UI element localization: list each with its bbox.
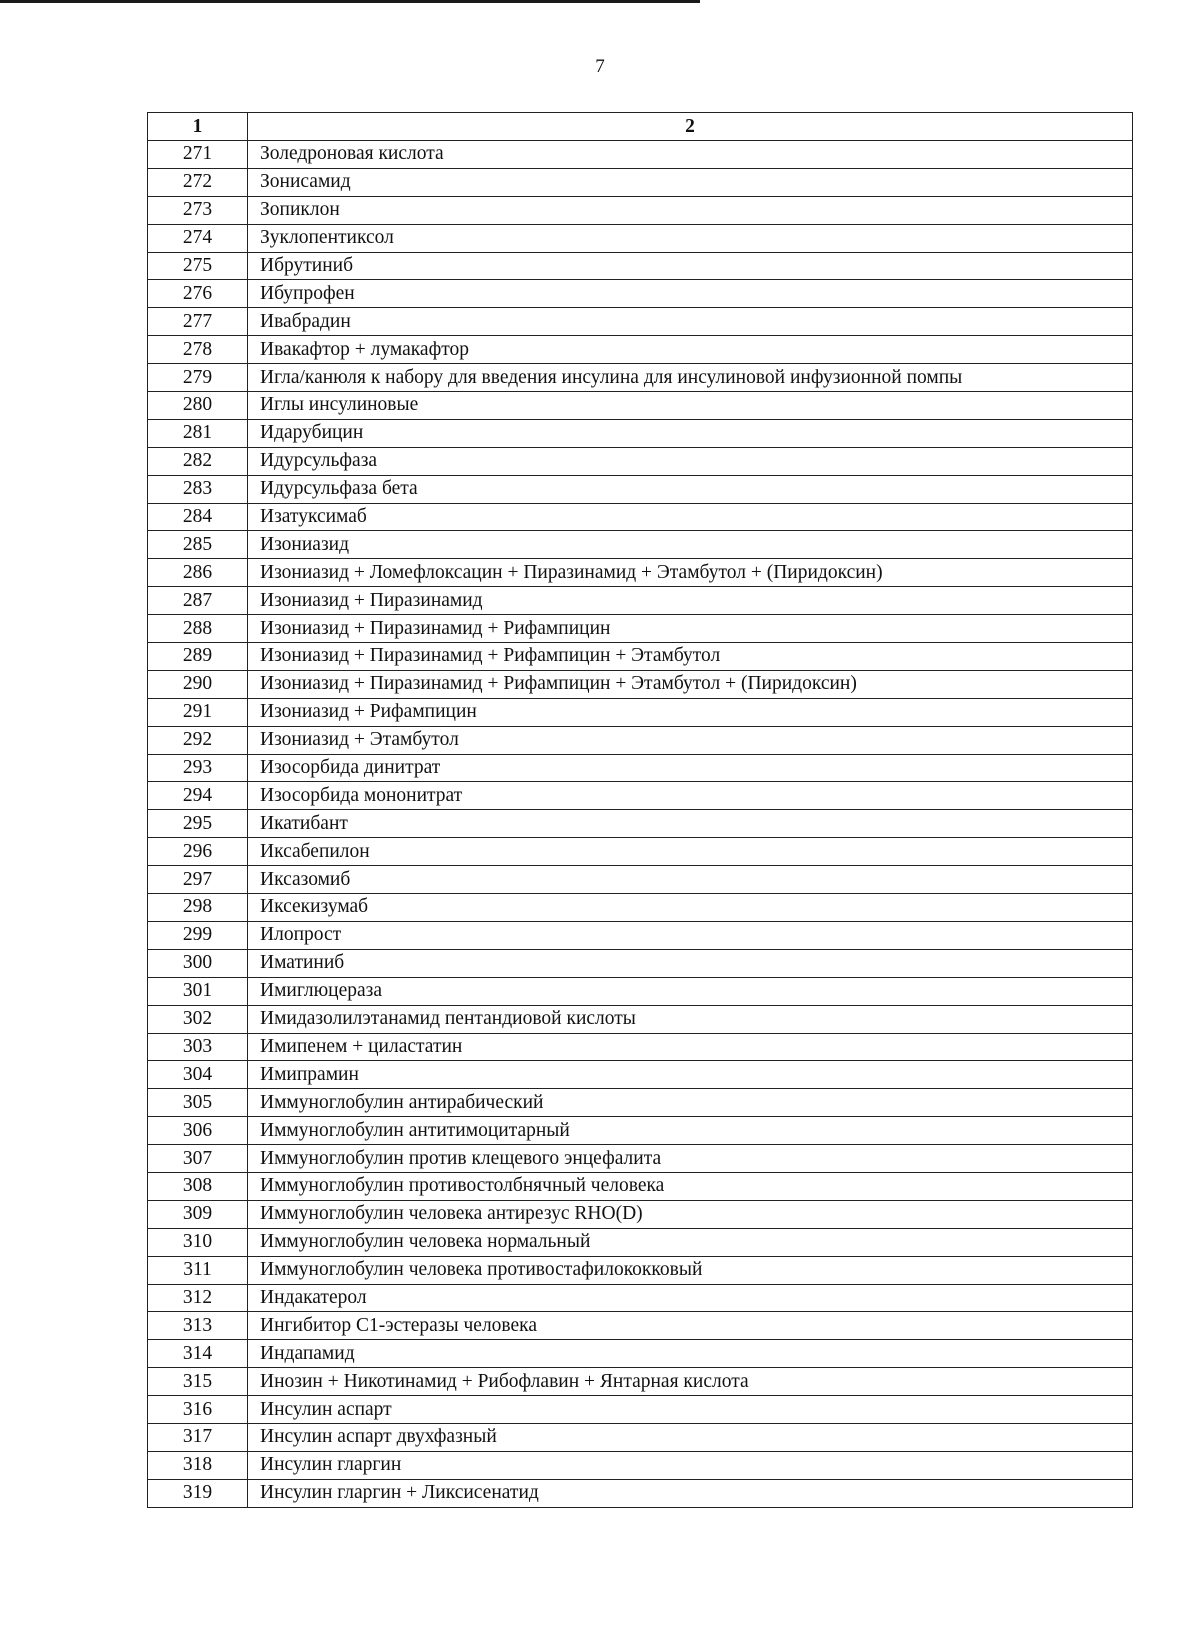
row-number-cell: 303	[148, 1033, 248, 1061]
table-row	[148, 503, 1133, 531]
drug-name-cell: Изониазид	[248, 531, 1133, 559]
table-row	[148, 1061, 1133, 1089]
drug-name-cell: Имипрамин	[248, 1061, 1133, 1089]
row-number-cell: 295	[148, 810, 248, 838]
table-row	[148, 1284, 1133, 1312]
drug-name-cell: Инсулин гларгин + Ликсисенатид	[248, 1479, 1133, 1507]
drug-name-cell: Икатибант	[248, 810, 1133, 838]
drug-name-cell: Идурсульфаза бета	[248, 475, 1133, 503]
drug-name-cell: Инсулин аспарт	[248, 1396, 1133, 1424]
drug-name-cell: Изосорбида мононитрат	[248, 782, 1133, 810]
drug-list-table	[147, 112, 1133, 1508]
table-row	[148, 921, 1133, 949]
table-row	[148, 643, 1133, 671]
row-number-cell: 279	[148, 364, 248, 392]
table-row	[148, 1340, 1133, 1368]
drug-name-cell: Иммуноглобулин противостолбнячный человека	[248, 1172, 1133, 1200]
table-row	[148, 977, 1133, 1005]
drug-name-cell: Илопрост	[248, 921, 1133, 949]
table-row	[148, 1256, 1133, 1284]
table-row	[148, 949, 1133, 977]
row-number-cell: 278	[148, 336, 248, 364]
table-row	[148, 196, 1133, 224]
row-number-cell: 311	[148, 1256, 248, 1284]
table-row	[148, 726, 1133, 754]
column-header-number: 1	[148, 113, 248, 141]
row-number-cell: 288	[148, 615, 248, 643]
table-row	[148, 447, 1133, 475]
row-number-cell: 314	[148, 1340, 248, 1368]
table-row	[148, 698, 1133, 726]
top-border-rule	[0, 0, 700, 3]
drug-name-cell: Ибрутиниб	[248, 252, 1133, 280]
table-row	[148, 559, 1133, 587]
table-row	[148, 615, 1133, 643]
drug-name-cell: Иммуноглобулин против клещевого энцефалита	[248, 1145, 1133, 1173]
drug-name-cell: Иммуноглобулин антитимоцитарный	[248, 1117, 1133, 1145]
table-row	[148, 308, 1133, 336]
table-row	[148, 1423, 1133, 1451]
row-number-cell: 302	[148, 1005, 248, 1033]
drug-name-cell: Идарубицин	[248, 419, 1133, 447]
table-row	[148, 810, 1133, 838]
drug-name-cell: Индапамид	[248, 1340, 1133, 1368]
table-row	[148, 1117, 1133, 1145]
row-number-cell: 283	[148, 475, 248, 503]
drug-name-cell: Иммуноглобулин человека противостафилококковый	[248, 1256, 1133, 1284]
row-number-cell: 301	[148, 977, 248, 1005]
row-number-cell: 284	[148, 503, 248, 531]
drug-name-cell: Изосорбида динитрат	[248, 754, 1133, 782]
drug-name-cell: Иммуноглобулин человека антирезус RHO(D)	[248, 1200, 1133, 1228]
row-number-cell: 308	[148, 1172, 248, 1200]
table-row	[148, 894, 1133, 922]
drug-name-cell: Имипенем + циластатин	[248, 1033, 1133, 1061]
table-row	[148, 866, 1133, 894]
drug-name-cell: Зуклопентиксол	[248, 224, 1133, 252]
drug-name-cell: Золедроновая кислота	[248, 141, 1133, 169]
drug-name-cell: Изониазид + Ломефлоксацин + Пиразинамид + Этамбутол + (Пиридоксин)	[248, 559, 1133, 587]
row-number-cell: 317	[148, 1423, 248, 1451]
drug-name-cell: Инсулин аспарт двухфазный	[248, 1423, 1133, 1451]
column-header-name: 2	[248, 113, 1133, 141]
row-number-cell: 274	[148, 224, 248, 252]
table-body	[148, 141, 1133, 1508]
row-number-cell: 291	[148, 698, 248, 726]
table-row	[148, 364, 1133, 392]
table-row	[148, 1089, 1133, 1117]
drug-name-cell: Изатуксимаб	[248, 503, 1133, 531]
drug-name-cell: Зопиклон	[248, 196, 1133, 224]
row-number-cell: 292	[148, 726, 248, 754]
row-number-cell: 296	[148, 838, 248, 866]
row-number-cell: 271	[148, 141, 248, 169]
drug-name-cell: Иммуноглобулин антирабический	[248, 1089, 1133, 1117]
table-row	[148, 754, 1133, 782]
drug-name-cell: Изониазид + Этамбутол	[248, 726, 1133, 754]
drug-name-cell: Ивабрадин	[248, 308, 1133, 336]
drug-name-cell: Иматиниб	[248, 949, 1133, 977]
table-row	[148, 1228, 1133, 1256]
row-number-cell: 318	[148, 1451, 248, 1479]
table-row	[148, 280, 1133, 308]
table-row	[148, 838, 1133, 866]
row-number-cell: 310	[148, 1228, 248, 1256]
row-number-cell: 299	[148, 921, 248, 949]
table-row	[148, 1005, 1133, 1033]
row-number-cell: 276	[148, 280, 248, 308]
row-number-cell: 313	[148, 1312, 248, 1340]
drug-name-cell: Имиглюцераза	[248, 977, 1133, 1005]
table-row	[148, 1479, 1133, 1507]
table-row	[148, 252, 1133, 280]
drug-name-cell: Иглы инсулиновые	[248, 392, 1133, 420]
row-number-cell: 272	[148, 168, 248, 196]
row-number-cell: 297	[148, 866, 248, 894]
drug-name-cell: Инозин + Никотинамид + Рибофлавин + Янтарная кислота	[248, 1368, 1133, 1396]
drug-name-cell: Имидазолилэтанамид пентандиовой кислоты	[248, 1005, 1133, 1033]
table-row	[148, 1033, 1133, 1061]
table-row	[148, 141, 1133, 169]
row-number-cell: 300	[148, 949, 248, 977]
drug-name-cell: Иксабепилон	[248, 838, 1133, 866]
table-row	[148, 1172, 1133, 1200]
table-row	[148, 1312, 1133, 1340]
drug-name-cell: Иксазомиб	[248, 866, 1133, 894]
table-row	[148, 224, 1133, 252]
row-number-cell: 281	[148, 419, 248, 447]
drug-name-cell: Изониазид + Пиразинамид + Рифампицин + Этамбутол + (Пиридоксин)	[248, 670, 1133, 698]
table-row	[148, 1368, 1133, 1396]
row-number-cell: 304	[148, 1061, 248, 1089]
table-row	[148, 336, 1133, 364]
row-number-cell: 277	[148, 308, 248, 336]
row-number-cell: 312	[148, 1284, 248, 1312]
table-row	[148, 670, 1133, 698]
drug-name-cell: Ивакафтор + лумакафтор	[248, 336, 1133, 364]
row-number-cell: 280	[148, 392, 248, 420]
row-number-cell: 275	[148, 252, 248, 280]
table-row	[148, 587, 1133, 615]
drug-name-cell: Игла/канюля к набору для введения инсулина для инсулиновой инфузионной помпы	[248, 364, 1133, 392]
table-row	[148, 419, 1133, 447]
row-number-cell: 294	[148, 782, 248, 810]
drug-name-cell: Изониазид + Пиразинамид	[248, 587, 1133, 615]
row-number-cell: 282	[148, 447, 248, 475]
table-row	[148, 531, 1133, 559]
table-row	[148, 392, 1133, 420]
table-row	[148, 1200, 1133, 1228]
row-number-cell: 309	[148, 1200, 248, 1228]
drug-name-cell: Ибупрофен	[248, 280, 1133, 308]
table-row	[148, 1451, 1133, 1479]
page-number: 7	[595, 56, 605, 77]
row-number-cell: 315	[148, 1368, 248, 1396]
row-number-cell: 293	[148, 754, 248, 782]
row-number-cell: 319	[148, 1479, 248, 1507]
drug-name-cell: Изониазид + Пиразинамид + Рифампицин + Этамбутол	[248, 643, 1133, 671]
row-number-cell: 306	[148, 1117, 248, 1145]
table-header-row	[148, 113, 1133, 141]
row-number-cell: 285	[148, 531, 248, 559]
row-number-cell: 273	[148, 196, 248, 224]
row-number-cell: 290	[148, 670, 248, 698]
drug-name-cell: Идурсульфаза	[248, 447, 1133, 475]
drug-name-cell: Иммуноглобулин человека нормальный	[248, 1228, 1133, 1256]
drug-name-cell: Ингибитор C1-эстеразы человека	[248, 1312, 1133, 1340]
row-number-cell: 307	[148, 1145, 248, 1173]
drug-name-cell: Индакатерол	[248, 1284, 1133, 1312]
row-number-cell: 305	[148, 1089, 248, 1117]
table-row	[148, 1145, 1133, 1173]
table-row	[148, 1396, 1133, 1424]
drug-name-cell: Инсулин гларгин	[248, 1451, 1133, 1479]
table-row	[148, 782, 1133, 810]
drug-name-cell: Иксекизумаб	[248, 894, 1133, 922]
row-number-cell: 289	[148, 643, 248, 671]
drug-name-cell: Зонисамид	[248, 168, 1133, 196]
row-number-cell: 316	[148, 1396, 248, 1424]
drug-name-cell: Изониазид + Рифампицин	[248, 698, 1133, 726]
table-row	[148, 168, 1133, 196]
table-row	[148, 475, 1133, 503]
row-number-cell: 298	[148, 894, 248, 922]
drug-name-cell: Изониазид + Пиразинамид + Рифампицин	[248, 615, 1133, 643]
row-number-cell: 287	[148, 587, 248, 615]
row-number-cell: 286	[148, 559, 248, 587]
